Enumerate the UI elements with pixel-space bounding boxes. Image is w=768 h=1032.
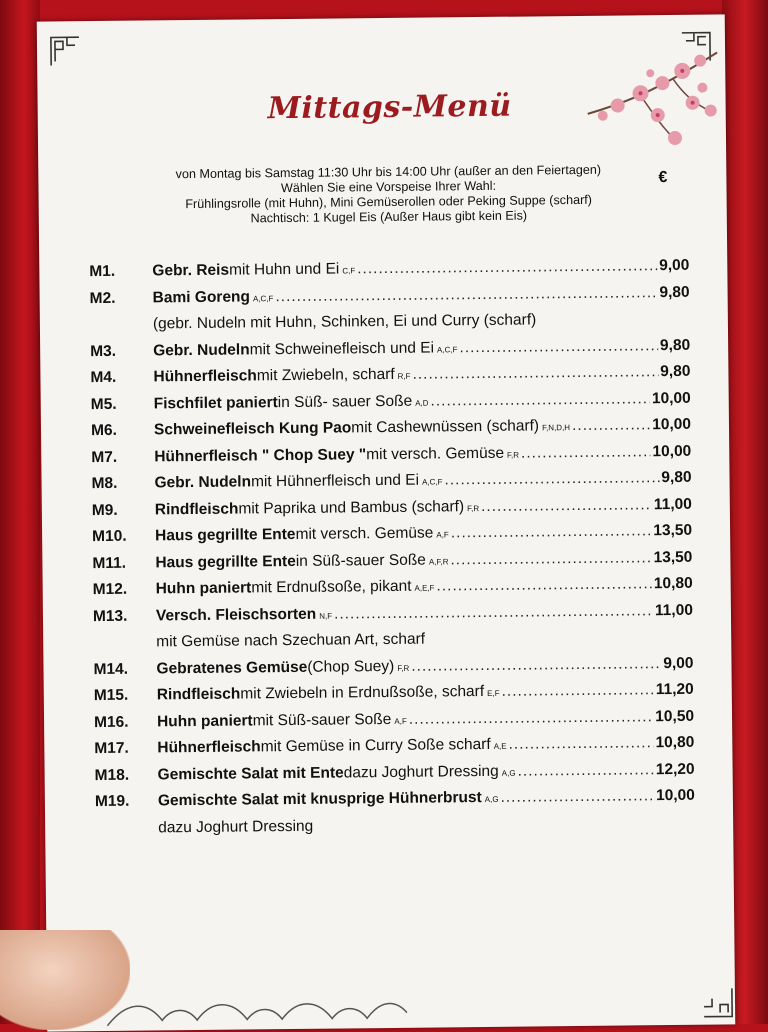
item-name: Huhn paniert — [156, 711, 253, 730]
item-price: 10,00 — [651, 389, 691, 407]
allergen-codes: A,E — [493, 741, 507, 751]
item-description: mit Cashewnüssen (scharf) — [351, 417, 540, 437]
dot-leader — [572, 416, 650, 435]
dot-leader — [500, 787, 654, 807]
item-description: mit Zwiebeln, scharf — [256, 365, 395, 385]
currency-symbol: € — [658, 169, 668, 187]
dot-leader — [517, 761, 653, 780]
item-name: Bami Goreng — [152, 287, 251, 306]
intro-text — [128, 162, 649, 227]
item-name: Hühnerfleisch — [153, 367, 257, 386]
corner-ornament-icon — [702, 986, 734, 1018]
item-code: M17. — [94, 739, 129, 758]
intro-hours: von Montag bis Samstag 11:30 Uhr bis 14:00 Uhr (außer an den Feiertagen) — [175, 162, 602, 182]
allergen-codes: A,E,F — [414, 583, 435, 593]
menu-list — [89, 257, 695, 846]
item-price: 10,00 — [652, 442, 692, 460]
dot-leader — [481, 496, 652, 516]
item-name: Rindfleisch — [156, 685, 241, 704]
item-price: 9,00 — [663, 654, 694, 672]
allergen-codes: E,F — [487, 688, 500, 698]
dot-leader — [436, 575, 652, 595]
dot-leader — [430, 390, 650, 410]
menu-title: Mittags-Menü — [267, 88, 512, 127]
item-price: 9,80 — [661, 468, 692, 487]
allergen-codes: F,R — [397, 663, 410, 673]
allergen-codes: A,C,F — [252, 293, 274, 303]
item-description: mit Süß-sauer Soße — [252, 710, 392, 729]
item-name: Gebr. Reis — [152, 261, 230, 280]
dot-leader — [409, 708, 654, 729]
item-code: M5. — [90, 395, 117, 413]
dot-leader — [450, 549, 651, 569]
menu-page — [37, 14, 736, 1031]
allergen-codes: N,F — [319, 611, 333, 621]
dot-leader — [508, 734, 653, 754]
allergen-codes: A,C,F — [421, 477, 443, 487]
item-description: mit Zwiebeln in Erdnußsoße, scharf — [240, 682, 485, 703]
item-price: 11,20 — [655, 680, 694, 699]
item-code: M3. — [90, 342, 117, 360]
item-description: dazu Joghurt Dressing — [343, 762, 499, 781]
allergen-codes: C,F — [342, 266, 356, 276]
item-name: Rindfleisch — [154, 500, 239, 518]
menu-cover-left — [0, 0, 40, 1024]
allergen-codes: F,R — [467, 503, 480, 513]
item-name: Huhn paniert — [155, 579, 252, 598]
item-price: 10,80 — [653, 574, 693, 593]
item-description: mit Schweinefleisch und Ei — [249, 338, 435, 358]
item-name: Fischfilet paniert — [153, 393, 278, 412]
item-price: 11,00 — [653, 495, 692, 513]
allergen-codes: A,F — [394, 716, 407, 726]
item-code: M14. — [93, 660, 129, 678]
item-price: 11,00 — [654, 601, 694, 619]
item-code: M6. — [90, 421, 117, 440]
item-name: Gemischte Salat mit knusprige Hühnerbrust — [157, 789, 482, 810]
item-price: 10,80 — [655, 733, 695, 752]
item-description: mit Gemüse in Curry Soße scharf — [260, 735, 491, 756]
item-code: M19. — [94, 792, 130, 811]
dot-leader — [411, 655, 661, 676]
allergen-codes: A,F — [436, 530, 449, 540]
item-code: M18. — [94, 766, 130, 784]
thumb — [0, 930, 130, 1030]
item-code: M1. — [89, 262, 116, 281]
menu-item-note — [95, 813, 695, 846]
allergen-codes: A,F,R — [428, 556, 449, 567]
item-price: 9,00 — [659, 256, 690, 275]
item-name: Gebr. Nudeln — [153, 340, 250, 359]
dot-leader — [521, 443, 651, 462]
cherry-blossom-icon — [582, 42, 723, 163]
item-description: mit versch. Gemüse — [295, 524, 434, 543]
item-description: mit Hühnerfleisch und Ei — [250, 471, 420, 491]
allergen-codes: F,R — [506, 450, 520, 460]
wave-ornament-icon — [107, 993, 407, 1031]
item-description: in Süß-sauer Soße — [295, 551, 426, 570]
item-description: mit Paprika und Bambus (scharf) — [238, 497, 465, 518]
item-code: M13. — [92, 607, 128, 625]
item-code: M16. — [93, 713, 129, 731]
item-name: Gebratenes Gemüse — [156, 658, 308, 677]
item-description: mit versch. Gemüse — [366, 444, 505, 463]
intro-starters: Frühlingsrolle (mit Huhn), Mini Gemüserollen oder Peking Suppe (scharf) — [185, 192, 593, 212]
item-code: M11. — [92, 554, 127, 572]
dot-leader — [501, 681, 653, 701]
item-price: 9,80 — [660, 362, 691, 381]
item-code: M8. — [91, 474, 118, 493]
item-description: mit Huhn und Ei — [228, 260, 340, 279]
item-code: M4. — [90, 368, 117, 387]
allergen-codes: R,F — [397, 371, 411, 381]
item-name: Versch. Fleischsorten — [155, 605, 317, 624]
item-description: in Süß- sauer Soße — [277, 392, 413, 411]
dot-leader — [451, 522, 652, 542]
allergen-codes: A,G — [484, 794, 499, 804]
corner-ornament-icon — [49, 35, 81, 67]
item-code: M15. — [93, 686, 129, 705]
item-name: Haus gegrillte Ente — [155, 525, 296, 545]
item-description: mit Erdnußsoße, pikant — [251, 577, 412, 597]
item-code: M12. — [92, 580, 128, 599]
dot-leader — [357, 257, 657, 278]
item-code: M9. — [91, 501, 118, 519]
item-note: (gebr. Nudeln mit Huhn, Schinken, Ei und Curry (scharf) — [152, 311, 537, 333]
item-name: Gemischte Salat mit Ente — [157, 763, 344, 783]
item-price: 13,50 — [653, 548, 693, 566]
item-price: 10,50 — [655, 707, 695, 725]
dot-leader — [444, 469, 659, 489]
dot-leader — [275, 284, 657, 306]
allergen-codes: F,N,D,H — [542, 423, 571, 433]
item-name: Hühnerfleisch " Chop Suey " — [154, 445, 367, 465]
item-price: 9,80 — [659, 336, 691, 354]
item-price: 10,00 — [652, 415, 692, 434]
item-note: dazu Joghurt Dressing — [158, 817, 314, 836]
item-price: 10,00 — [655, 786, 695, 805]
item-price: 9,80 — [659, 283, 690, 301]
dot-leader — [459, 337, 658, 357]
item-description: (Chop Suey) — [307, 657, 395, 676]
item-price: 12,20 — [655, 760, 695, 778]
item-note: mit Gemüse nach Szechuan Art, scharf — [156, 630, 426, 651]
allergen-codes: A,D — [415, 398, 429, 408]
item-code: M2. — [89, 289, 116, 307]
item-name: Schweinefleisch Kung Pao — [153, 419, 352, 439]
allergen-codes: A,G — [501, 768, 516, 778]
item-name: Haus gegrillte Ente — [155, 552, 296, 571]
item-code: M10. — [92, 527, 127, 546]
item-price: 13,50 — [653, 521, 693, 540]
item-name: Gebr. Nudeln — [154, 473, 252, 492]
item-code: M7. — [91, 448, 118, 466]
allergen-codes: A,C,F — [436, 344, 458, 354]
intro-dessert: Nachtisch: 1 Kugel Eis (Außer Haus gibt kein Eis) — [250, 208, 528, 226]
dot-leader — [412, 363, 658, 384]
item-name: Hühnerfleisch — [157, 738, 261, 757]
dot-leader — [334, 602, 653, 623]
intro-choose: Wählen Sie eine Vorspeise Ihrer Wahl: — [280, 178, 497, 196]
